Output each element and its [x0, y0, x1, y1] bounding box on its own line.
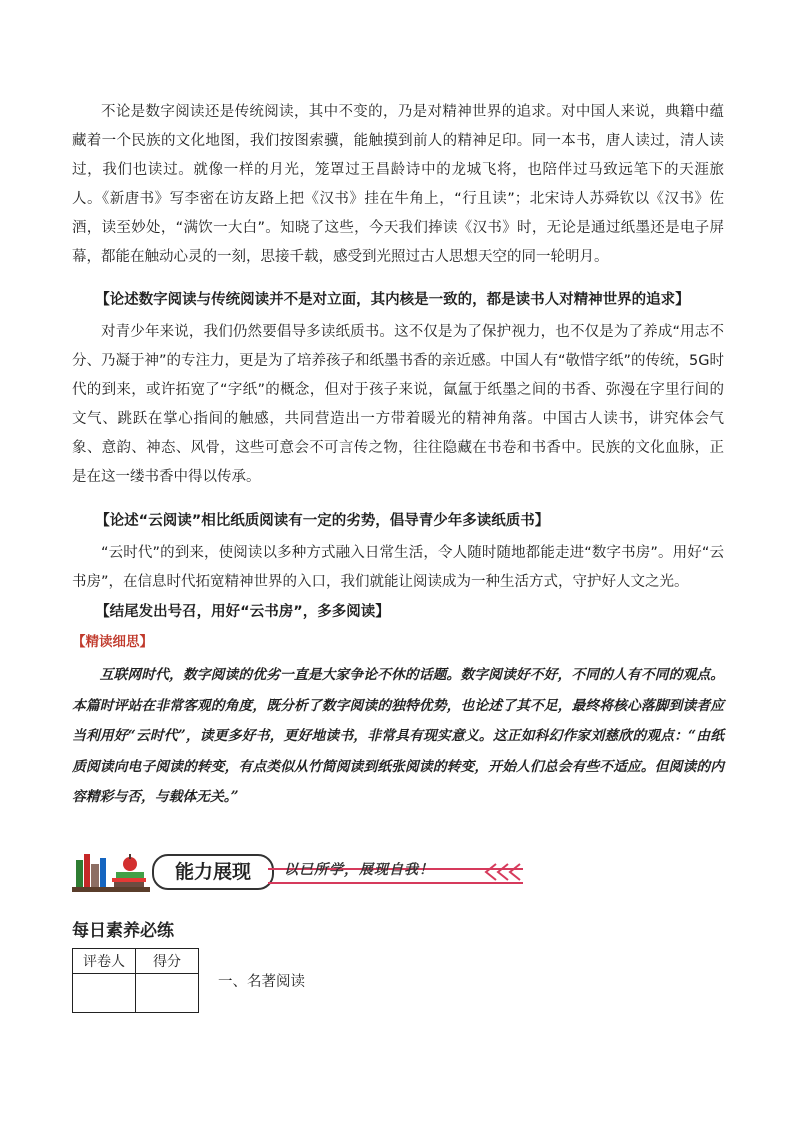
books-icon: [72, 850, 152, 894]
analysis-tag: 【精读细思】: [72, 634, 153, 650]
score-cell: [136, 974, 199, 1013]
analysis-text: 互联网时代，数字阅读的优劣一直是大家争论不休的话题。数字阅读好不好，不同的人有不同的观点。本篇时评站在非常客观的角度，既分析了数字阅读的独特优势，也论述了其不足，最终将核心落脚到读者应当利用好“云时代”，读更多好书，更好地读书，非常具有现实意义。这正如科幻作家刘慈欣的观点：“由纸质阅读向电子阅读的转变，有点类似从竹简阅读到纸张阅读的转变，开始人们总会有些不适应。但阅读的内容精彩与否，与载体无关。”: [72, 667, 724, 805]
paragraph-2: 对青少年来说，我们仍然要倡导多读纸质书。这不仅是为了保护视力，也不仅是为了养成“用志不分、乃凝于神”的专注力，更是为了培养孩子和纸墨书香的亲近感。中国人有“敬惜字纸”的传统，5G时代的到来，或许拓宽了“字纸”的概念，但对于孩子来说，氤氲于纸墨之间的书香、弥漫在字里行间的文气、跳跃在掌心指间的触感，共同营造出一方带着暖光的精神角落。中国古人读书，讲究体会气象、意韵、神态、风骨，这些可意会不可言传之物，往往隐藏在书卷和书香中。民族的文化血脉，正是在这一缕书香中得以传承。: [72, 324, 724, 485]
score-table: [72, 948, 199, 1013]
annotation-1: 【论述数字阅读与传统阅读并不是对立面，其内核是一致的，都是读书人对精神世界的追求】: [95, 292, 690, 308]
score-header: 得分: [136, 949, 199, 974]
paragraph-1: 不论是数字阅读还是传统阅读，其中不变的，乃是对精神世界的追求。对中国人来说，典籍中蕴藏着一个民族的文化地图，我们按图索骥，能触摸到前人的精神足印。同一本书，唐人读过，清人读过，我们也读过。就像一样的月光，笼罩过王昌龄诗中的龙城飞将，也陪伴过马致远笔下的天涯旅人。《新唐书》写李密在访友路上把《汉书》挂在牛角上，“行且读”；北宋诗人苏舜钦以《汉书》佐酒，读至妙处，“满饮一大白”。知晓了这些，今天我们捧读《汉书》时，无论是通过纸墨还是电子屏幕，都能在触动心灵的一刻，思接千载，感受到光照过古人思想天空的同一轮明月。: [72, 104, 724, 265]
banner-divider: [268, 882, 523, 884]
section-title: 每日素养必练: [72, 921, 174, 941]
annotation-2: 【论述“云阅读”相比纸质阅读有一定的劣势，倡导青少年多读纸质书】: [95, 513, 550, 529]
banner-slogan: 以已所学，展现自我！: [284, 862, 434, 878]
grader-cell: [73, 974, 136, 1013]
annotation-3: 【结尾发出号召，用好“云书房”，多多阅读】: [95, 604, 390, 620]
double-arrow-left-icon: [480, 862, 526, 882]
section-banner: [72, 850, 532, 894]
grader-header: 评卷人: [73, 949, 136, 974]
banner-title: 能力展现: [152, 854, 274, 890]
paragraph-3: “云时代”的到来，使阅读以多种方式融入日常生活，令人随时随地都能走进“数字书房”。用好“云书房”，在信息时代拓宽精神世界的入口，我们就能让阅读成为一种生活方式，守护好人文之光。: [72, 545, 724, 590]
question-heading: 一、名著阅读: [218, 974, 305, 990]
